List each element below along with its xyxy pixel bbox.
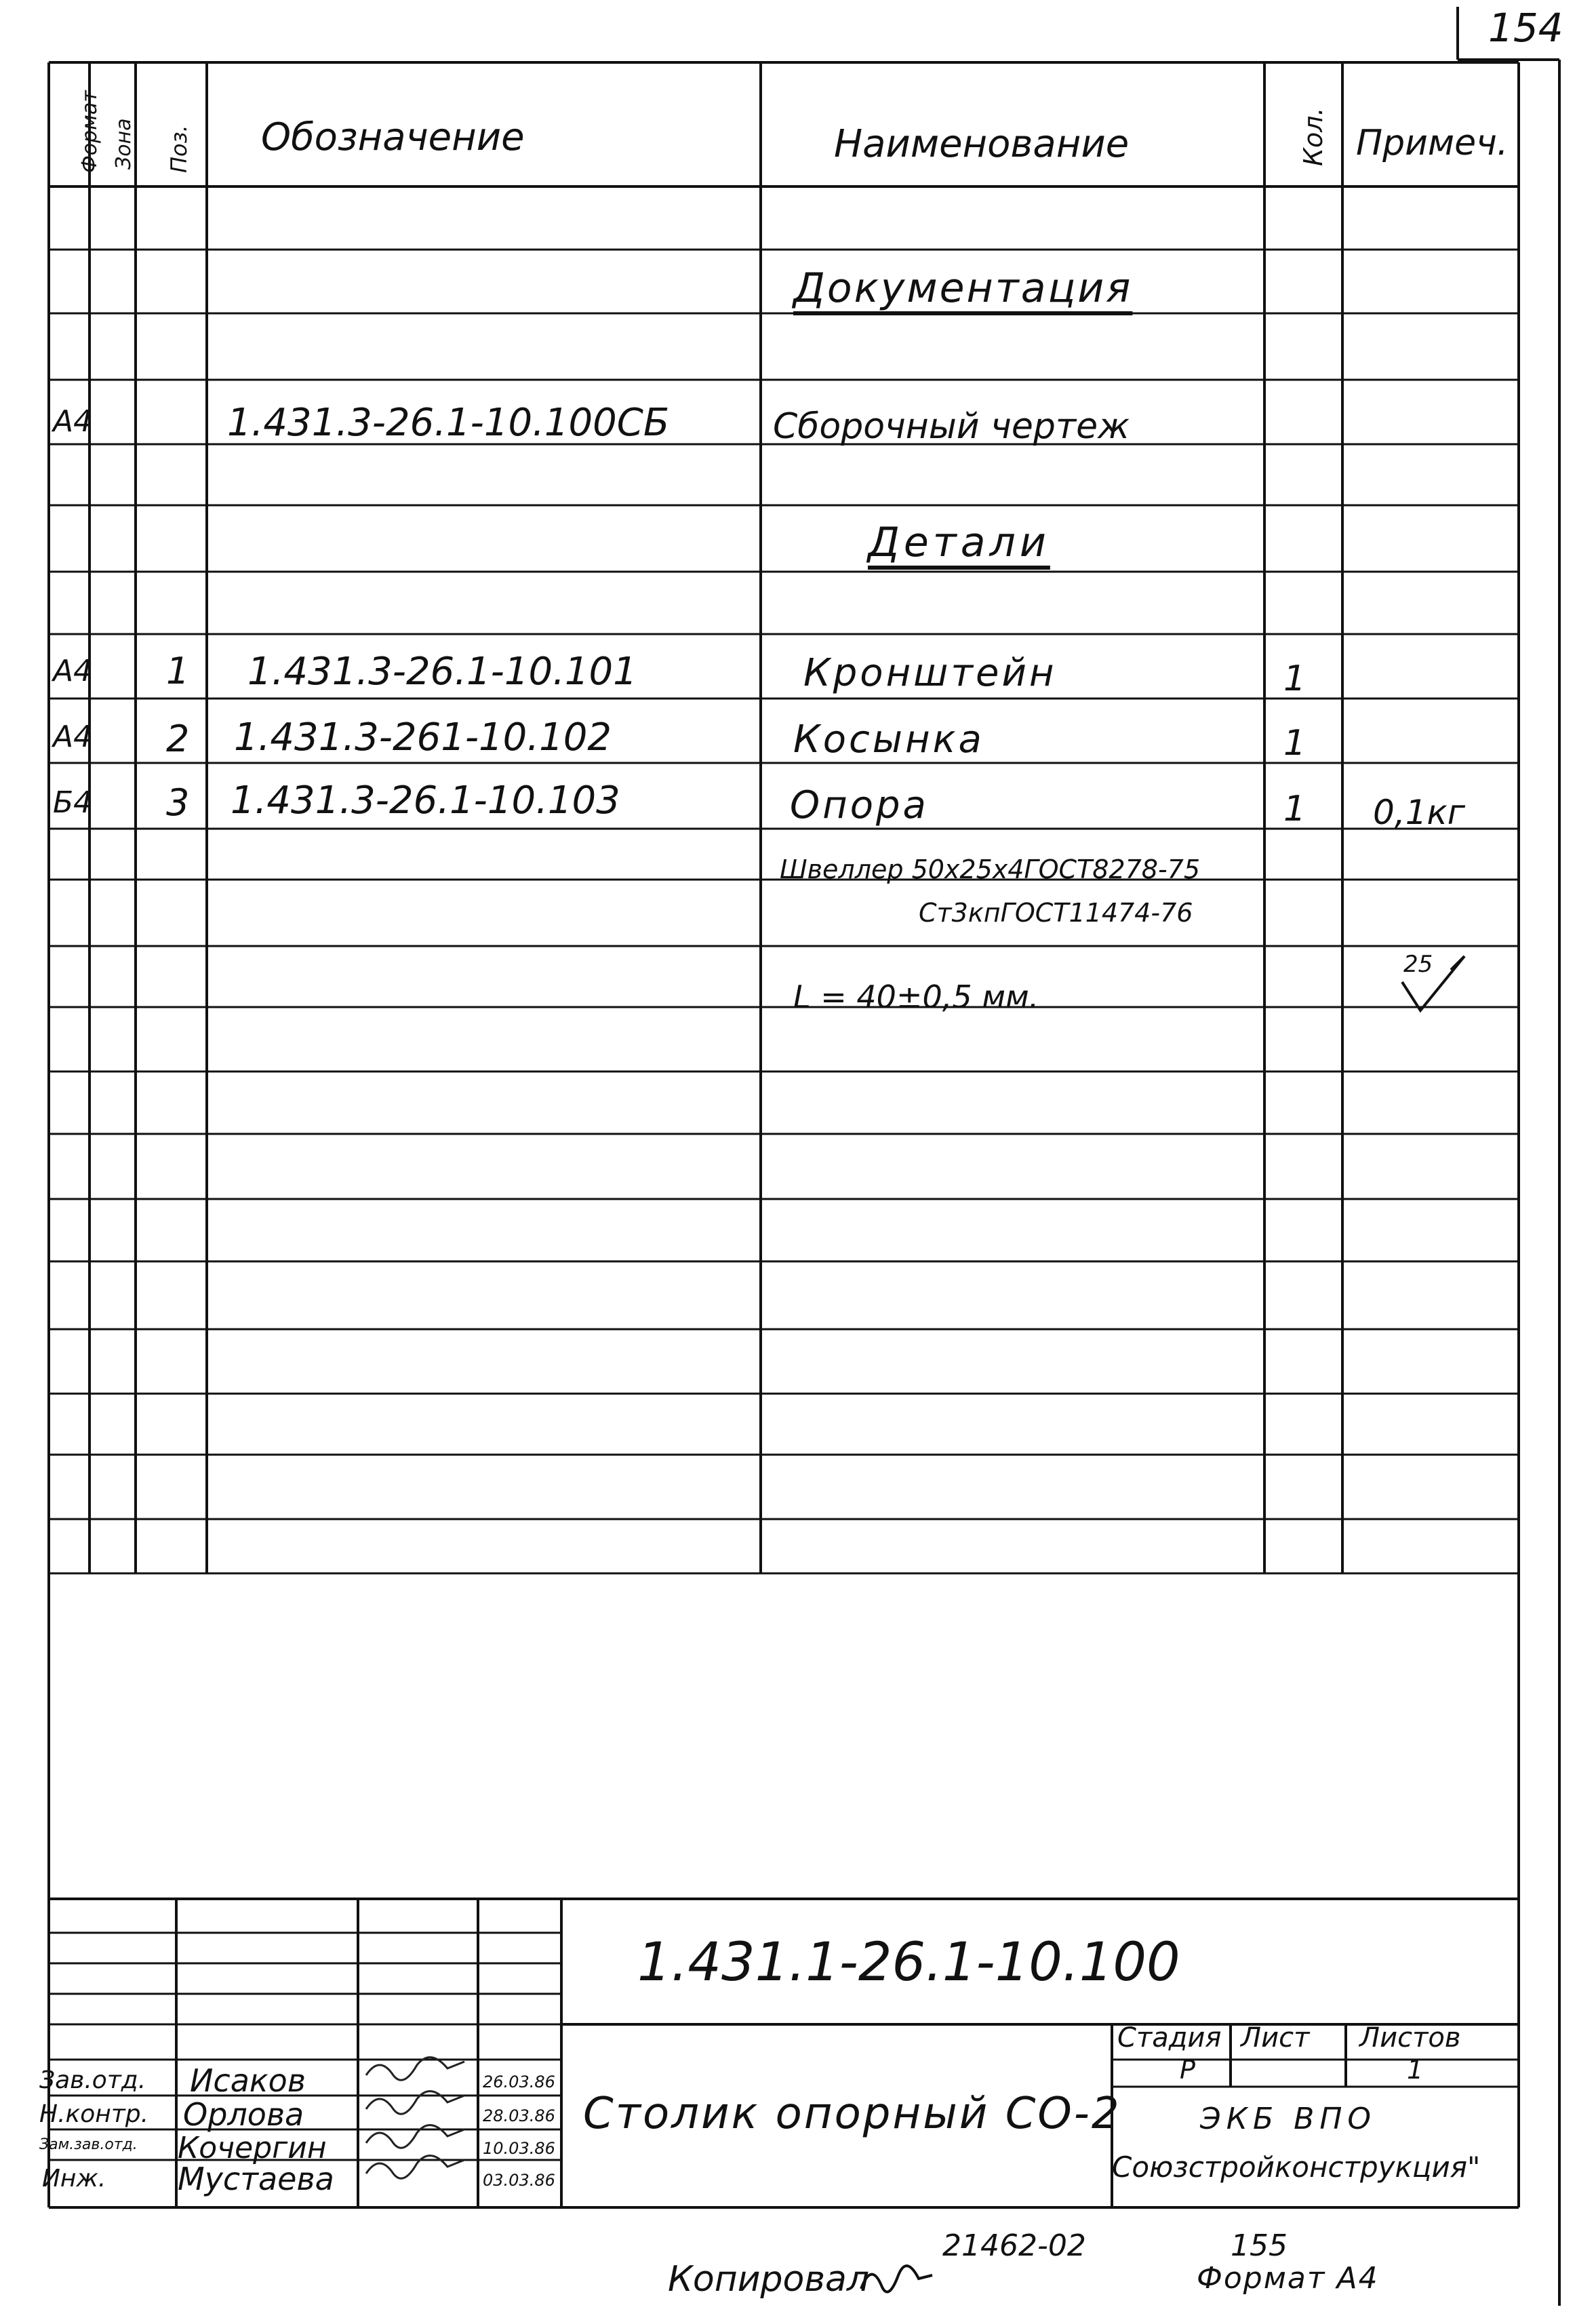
material-line-1: Швеллер 50х25х4ГОСТ8278-75 <box>780 854 1201 884</box>
row-4-pos: 3 <box>166 781 190 824</box>
header-designation: Обозначение <box>261 115 525 159</box>
row-3-designation: 1.431.3-261-10.102 <box>234 715 612 760</box>
signer-date-1: 26.03.86 <box>483 2072 555 2091</box>
header-qty: Кол. <box>1298 107 1328 166</box>
row-3-pos: 2 <box>166 717 190 760</box>
sheet-label: Лист <box>1241 2022 1310 2053</box>
footer-copied: Копировал <box>668 2259 870 2300</box>
row-2-designation: 1.431.3-26.1-10.101 <box>247 650 637 694</box>
material-length: L = 40±0,5 мм. <box>793 979 1039 1015</box>
row-4-designation: 1.431.3-26.1-10.103 <box>231 779 620 823</box>
footer-page: 155 <box>1231 2228 1288 2263</box>
footer-number: 21462-02 <box>942 2228 1086 2263</box>
row-1-designation: 1.431.3-26.1-10.100СБ <box>227 401 670 445</box>
signer-role-1: Зав.отд. <box>39 2066 146 2094</box>
signer-date-2: 28.03.86 <box>483 2106 555 2125</box>
row-2-name: Кронштейн <box>803 651 1057 695</box>
signer-name-4: Мустаева <box>178 2161 334 2197</box>
row-4-format: Б4 <box>53 785 93 820</box>
sheets-label: Листов <box>1359 2022 1461 2053</box>
row-3-name: Косынка <box>793 717 984 762</box>
row-2-format: А4 <box>53 654 93 688</box>
header-format: Формат <box>78 90 102 173</box>
org-line-1: ЭКБ ВПО <box>1200 2102 1377 2136</box>
row-3-qty: 1 <box>1283 723 1306 764</box>
stage-value: Р <box>1180 2055 1195 2085</box>
signer-date-3: 10.03.86 <box>483 2139 555 2158</box>
header-zone: Зона <box>112 118 136 170</box>
section-documentation: Документация <box>793 264 1133 312</box>
row-3-format: А4 <box>53 720 93 754</box>
doc-number: 1.431.1-26.1-10.100 <box>637 1932 1180 1993</box>
footer-format: Формат А4 <box>1197 2261 1379 2296</box>
signer-name-1: Исаков <box>190 2062 306 2099</box>
signer-role-2: Н.контр. <box>39 2100 149 2128</box>
signer-name-2: Орлова <box>183 2096 304 2133</box>
header-pos: Поз. <box>166 125 192 173</box>
sheets-value: 1 <box>1407 2055 1424 2085</box>
row-4-name: Опора <box>790 783 929 827</box>
header-name: Наименование <box>834 122 1130 166</box>
roughness-value: 25 <box>1403 951 1433 978</box>
material-line-2: Ст3кпГОСТ11474-76 <box>919 898 1193 928</box>
row-1-format: А4 <box>53 404 93 439</box>
signer-role-3: Зам.зав.отд. <box>39 2136 138 2153</box>
header-note: Примеч. <box>1356 123 1509 163</box>
org-line-2: Союзстройконструкция" <box>1112 2150 1481 2184</box>
signer-name-3: Кочергин <box>178 2131 327 2165</box>
row-4-qty: 1 <box>1283 789 1306 829</box>
row-2-pos: 1 <box>166 650 190 692</box>
signer-date-4: 03.03.86 <box>483 2171 555 2190</box>
row-4-note: 0,1кг <box>1373 793 1465 832</box>
stage-label: Стадия <box>1117 2022 1222 2053</box>
product-name: Столик опорный СО-2 <box>583 2089 1121 2139</box>
row-2-qty: 1 <box>1283 658 1306 699</box>
page-number: 154 <box>1488 5 1563 51</box>
section-details: Детали <box>868 519 1050 566</box>
signer-role-4: Инж. <box>42 2165 106 2193</box>
row-1-name: Сборочный чертеж <box>773 406 1130 447</box>
